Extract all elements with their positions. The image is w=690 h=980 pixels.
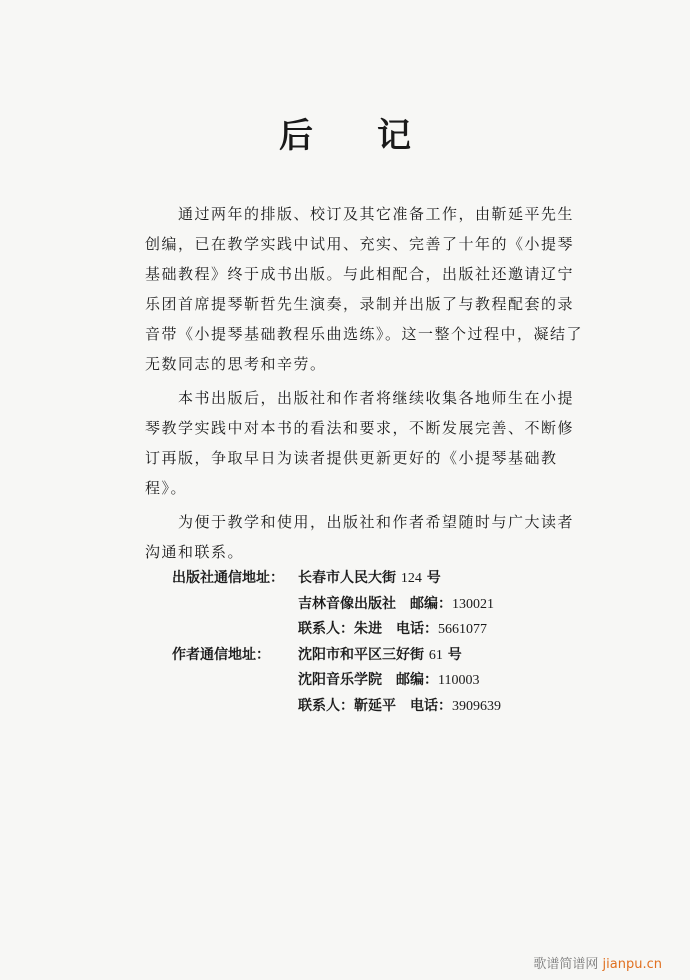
paragraph-3: [145, 507, 575, 567]
author-postcode: 110003: [438, 673, 480, 688]
publisher-address-row: [172, 566, 572, 592]
text-line: 通过两年的排版、校订及其它准备工作，由靳延平先生: [178, 205, 575, 223]
postcode-label: 邮编：: [396, 672, 438, 688]
page-title: 后记: [279, 116, 475, 156]
author-contact: 靳延平: [354, 697, 396, 714]
publisher-address-no: 124: [400, 571, 422, 586]
postcode-label: 邮编：: [410, 595, 452, 612]
text-line: 音带《小提琴基础教程乐曲选练》。这一整个过程中，凝结了: [145, 325, 584, 343]
contact-label: 联系人：: [298, 621, 354, 637]
author-address: 沈阳市和平区三好街: [298, 646, 424, 663]
author-address-row: [172, 643, 572, 669]
address-suffix: 号: [426, 570, 441, 586]
publisher-contact-row: [172, 617, 572, 643]
body-text: [145, 199, 584, 567]
author-address-no: 61: [428, 647, 443, 663]
publisher-name: 吉林音像出版社: [298, 595, 396, 612]
publisher-label: 出版社通信地址：: [172, 570, 284, 586]
contact-label: 联系人：: [298, 697, 354, 714]
publisher-address: 长春市人民大街: [298, 570, 396, 586]
paragraph-1: [145, 199, 584, 379]
publisher-postcode: 130021: [452, 596, 494, 612]
author-contact-row: [172, 694, 572, 720]
publisher-contact: 朱进: [354, 621, 382, 637]
author-name-row: [172, 668, 572, 694]
text-line: 琴教学实践中对本书的看法和要求，不断发展完善、不断修: [145, 419, 575, 437]
paragraph-2: [145, 383, 575, 503]
author-phone: 3909639: [452, 698, 501, 714]
contact-block: [172, 566, 572, 719]
watermark-cn: 歌谱简谱网: [533, 957, 599, 972]
text-line: 程》。: [145, 479, 188, 497]
text-line: 订再版，争取早日为读者提供更新更好的《小提琴基础教: [145, 449, 558, 467]
text-line: 创编，已在教学实践中试用、充实、完善了十年的《小提琴: [145, 235, 575, 253]
phone-label: 电话：: [396, 621, 438, 637]
text-line: 基础教程》终于成书出版。与此相配合，出版社还邀请辽宁: [145, 265, 575, 283]
watermark: [533, 953, 662, 972]
text-line: 沟通和联系。: [145, 543, 245, 561]
address-suffix: 号: [447, 646, 462, 663]
text-line: 本书出版后，出版社和作者将继续收集各地师生在小提: [178, 389, 575, 407]
author-label: 作者通信地址：: [172, 646, 270, 663]
text-line: 无数同志的思考和辛劳。: [145, 355, 327, 373]
publisher-name-row: [172, 592, 572, 618]
text-line: 乐团首席提琴靳哲先生演奏，录制并出版了与教程配套的录: [145, 295, 575, 313]
text-line: 为便于教学和使用，出版社和作者希望随时与广大读者: [178, 513, 575, 531]
watermark-url: jianpu.cn: [602, 957, 662, 972]
publisher-phone: 5661077: [438, 622, 487, 637]
phone-label: 电话：: [410, 697, 452, 714]
author-org: 沈阳音乐学院: [298, 672, 382, 688]
